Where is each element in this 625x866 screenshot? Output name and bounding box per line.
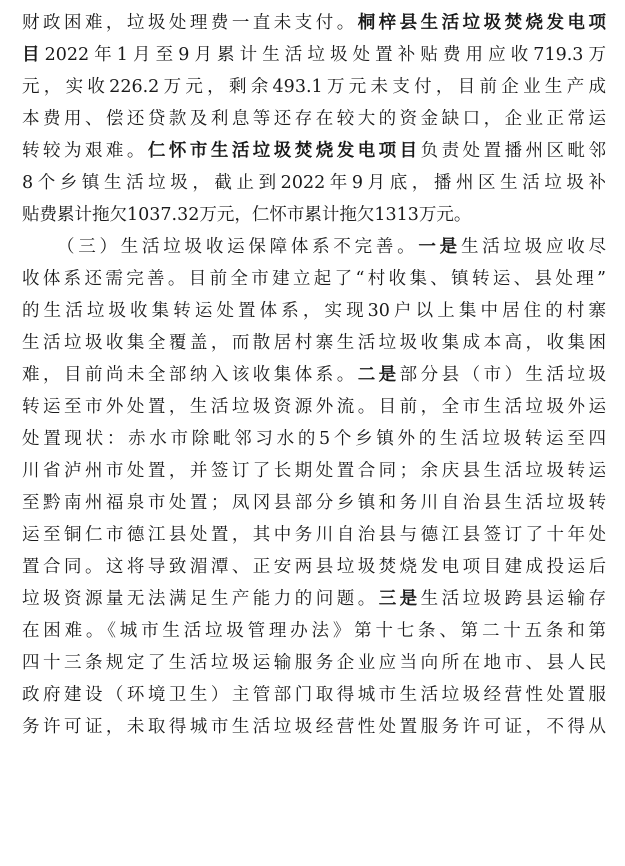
bold-text-segment: 二是	[357, 365, 400, 385]
text-segment: 四十三条规定了生活垃圾运输服务企业应当向所在地市、县人民	[22, 653, 606, 673]
text-segment: 政府建设（环境卫生）主管部门取得城市生活垃圾经营性处置服	[22, 685, 606, 705]
bold-text-segment: 三是	[378, 589, 421, 609]
text-segment: 贴费累计拖欠1037.32万元，仁怀市累计拖欠1313万元。	[22, 205, 472, 225]
text-line	[22, 426, 606, 452]
text-line	[22, 138, 606, 164]
text-line	[22, 394, 606, 420]
text-line	[22, 74, 606, 100]
text-segment: 生活垃圾应收尽	[460, 237, 607, 257]
text-line	[22, 42, 606, 68]
text-segment: 元，实收226.2万元，剩余493.1万元未支付，目前企业生产成	[22, 77, 606, 97]
text-line	[57, 234, 606, 260]
text-segment: 置合同。这将导致湄潭、正安两县垃圾焚烧发电项目建成投运后	[22, 557, 606, 577]
text-segment: 生活垃圾收集全覆盖，而散居村寨生活垃圾收集成本高，收集困	[22, 333, 606, 353]
text-line	[22, 586, 606, 612]
text-line	[22, 554, 606, 580]
text-segment: 负责处置播州区毗邻	[420, 141, 607, 161]
bold-text-segment: 目	[22, 45, 45, 65]
text-line	[22, 490, 606, 516]
text-segment: （三）生活垃圾收运保障体系不完善。	[57, 237, 419, 257]
text-segment: 转运至市外处置，生活垃圾资源外流。目前，全市生活垃圾外运	[22, 397, 606, 417]
bold-text-segment: 一是	[418, 237, 461, 257]
text-segment: 在困难。《城市生活垃圾管理办法》第十七条、第二十五条和第	[22, 621, 606, 641]
text-segment: 处置现状：赤水市除毗邻习水的5个乡镇外的生活垃圾转运至四	[22, 429, 606, 449]
text-line	[22, 330, 606, 356]
text-line	[22, 106, 606, 132]
text-line	[22, 170, 606, 196]
text-line	[22, 458, 606, 484]
text-line	[22, 522, 606, 548]
text-segment: 生活垃圾跨县运输存	[420, 589, 607, 609]
text-segment: 川省泸州市处置，并签订了长期处置合同；余庆县生活垃圾转运	[22, 461, 606, 481]
bold-text-segment: 仁怀市生活垃圾焚烧发电项目	[147, 141, 421, 161]
text-segment: 部分县（市）生活垃圾	[399, 365, 607, 385]
text-segment: 2022年1月至9月累计生活垃圾处置补贴费用应收719.3万	[44, 45, 606, 65]
text-segment: 财政困难，垃圾处理费一直未支付。	[22, 13, 358, 33]
bold-text-segment: 桐梓县生活垃圾焚烧发电项	[357, 13, 606, 33]
text-line	[22, 618, 606, 644]
text-segment: 收体系还需完善。目前全市建立起了“村收集、镇转运、县处理”	[22, 269, 606, 289]
text-line	[22, 362, 606, 388]
text-line	[22, 682, 606, 708]
text-line	[22, 202, 606, 228]
text-segment: 8个乡镇生活垃圾，截止到2022年9月底，播州区生活垃圾补	[22, 173, 606, 193]
text-segment: 难，目前尚未全部纳入该收集体系。	[22, 365, 358, 385]
text-line	[22, 714, 606, 740]
text-line	[22, 650, 606, 676]
text-segment: 运至铜仁市德江县处置，其中务川自治县与德江县签订了十年处	[22, 525, 606, 545]
text-line	[22, 10, 606, 36]
text-segment: 本费用、偿还贷款及利息等还存在较大的资金缺口，企业正常运	[22, 109, 606, 129]
text-segment: 至黔南州福泉市处置；凤冈县部分乡镇和务川自治县生活垃圾转	[22, 493, 606, 513]
text-segment: 转较为艰难。	[22, 141, 148, 161]
text-segment: 务许可证，未取得城市生活垃圾经营性处置服务许可证，不得从	[22, 717, 606, 737]
text-line	[22, 298, 606, 324]
text-line	[22, 266, 606, 292]
text-segment: 的生活垃圾收集转运处置体系，实现30户以上集中居住的村寨	[22, 301, 606, 321]
text-segment: 垃圾资源量无法满足生产能力的问题。	[22, 589, 379, 609]
